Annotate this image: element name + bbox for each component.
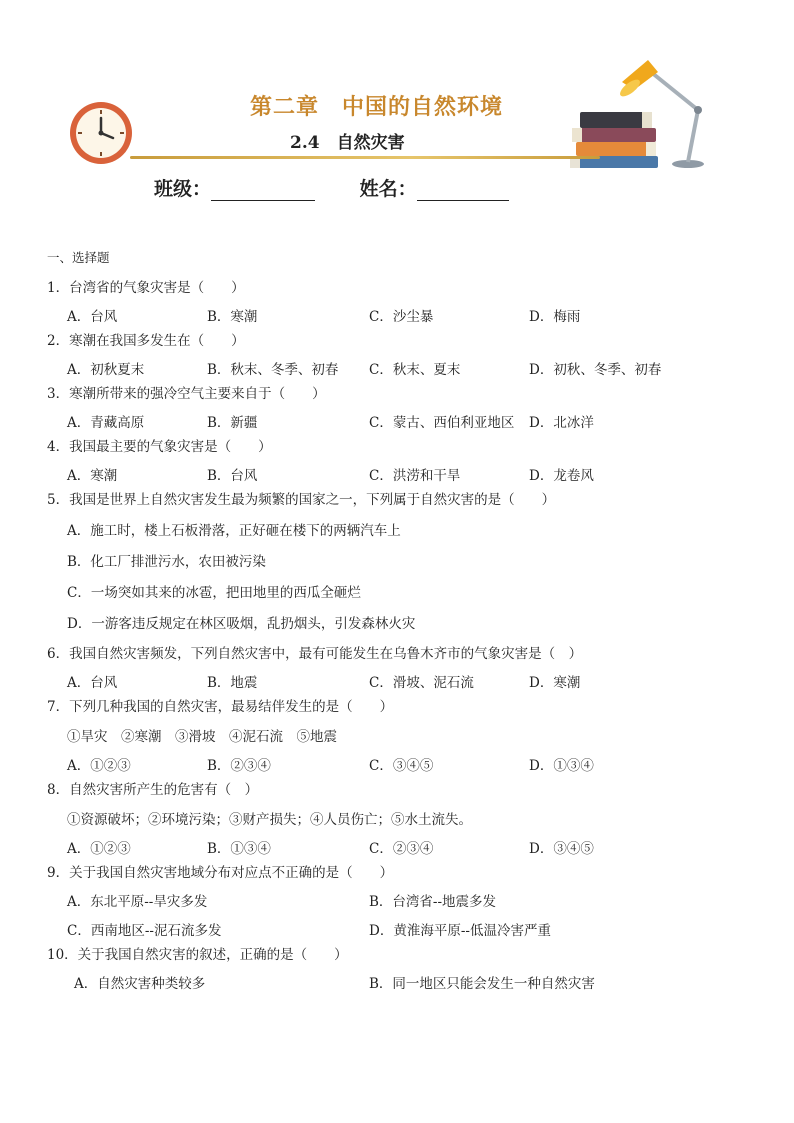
question-3-stem: 3．寒潮所带来的强冷空气主要来自于（ ） <box>47 385 326 402</box>
option-b[interactable]: B．寒潮 <box>207 308 258 325</box>
option-b[interactable]: B．台风 <box>207 467 258 484</box>
option-d[interactable]: D．一游客违反规定在林区吸烟，乱扔烟头，引发森林火灾 <box>67 615 416 632</box>
question-9-stem: 9．关于我国自然灾害地域分布对应点不正确的是（ ） <box>47 864 394 881</box>
name-label: 姓名： <box>359 178 417 200</box>
option-a[interactable]: A．施工时，楼上石板滑落，正好砸在楼下的两辆汽车上 <box>67 522 401 539</box>
class-label: 班级： <box>154 178 212 200</box>
clock-icon <box>68 100 134 166</box>
question-6-options <box>47 674 767 693</box>
option-a[interactable]: A．台风 <box>67 674 118 691</box>
option-c[interactable]: C．沙尘暴 <box>369 308 434 325</box>
question-3-options <box>47 414 767 433</box>
question-2-stem: 2．寒潮在我国多发生在（ ） <box>47 332 245 349</box>
option-c[interactable]: C．洪涝和干旱 <box>369 467 461 484</box>
question-8-options <box>47 840 767 859</box>
option-a[interactable]: A．初秋夏末 <box>67 361 145 378</box>
option-d[interactable]: D．黄淮海平原--低温冷害严重 <box>369 922 551 939</box>
option-a[interactable]: A．寒潮 <box>67 467 118 484</box>
question-1-stem: 1．台湾省的气象灾害是（ ） <box>47 279 245 296</box>
question-2-options <box>47 361 767 380</box>
question-10-options <box>47 975 767 994</box>
chapter-title: 第二章 中国的自然环境 <box>250 94 504 120</box>
name-blank[interactable] <box>417 182 509 201</box>
option-b[interactable]: B．同一地区只能会发生一种自然灾害 <box>369 975 595 992</box>
option-b[interactable]: B．化工厂排泄污水，农田被污染 <box>67 553 266 570</box>
option-b[interactable]: B．秋末、冬季、初春 <box>207 361 339 378</box>
student-info <box>154 174 509 201</box>
page-header <box>0 0 794 215</box>
question-1-options <box>47 308 767 327</box>
option-d[interactable]: D．初秋、冬季、初春 <box>529 361 662 378</box>
header-rule <box>130 156 600 159</box>
option-b[interactable]: B．台湾省--地震多发 <box>369 893 497 910</box>
option-a[interactable]: A．台风 <box>67 308 118 325</box>
question-8-items: ①资源破坏；②环境污染；③财产损失；④人员伤亡；⑤水土流失。 <box>67 811 472 828</box>
desk-lamp-icon <box>612 52 708 170</box>
option-b[interactable]: B．地震 <box>207 674 258 691</box>
option-c[interactable]: C．滑坡、泥石流 <box>369 674 474 691</box>
option-c[interactable]: C．②③④ <box>369 840 434 857</box>
option-c[interactable]: C．一场突如其来的冰雹，把田地里的西瓜全砸烂 <box>67 584 361 601</box>
option-a[interactable]: A．①②③ <box>67 840 131 857</box>
option-a[interactable]: A．东北平原--旱灾多发 <box>67 893 208 910</box>
option-b[interactable]: B．新疆 <box>207 414 258 431</box>
option-b[interactable]: B．②③④ <box>207 757 271 774</box>
option-c[interactable]: C．西南地区--泥石流多发 <box>67 922 222 939</box>
question-5-stem: 5．我国是世界上自然灾害发生最为频繁的国家之一，下列属于自然灾害的是（ ） <box>47 491 556 508</box>
option-c[interactable]: C．秋末、夏末 <box>369 361 461 378</box>
question-7-options <box>47 757 767 776</box>
option-c[interactable]: C．③④⑤ <box>369 757 434 774</box>
part-title: 一、选择题 <box>47 250 110 265</box>
option-d[interactable]: D．③④⑤ <box>529 840 594 857</box>
option-d[interactable]: D．梅雨 <box>529 308 581 325</box>
option-d[interactable]: D．①③④ <box>529 757 594 774</box>
option-a[interactable]: A．自然灾害种类较多 <box>74 975 206 992</box>
option-b[interactable]: B．①③④ <box>207 840 271 857</box>
class-blank[interactable] <box>211 182 315 201</box>
question-4-options <box>47 467 767 486</box>
question-10-stem: 10．关于我国自然灾害的叙述，正确的是（ ） <box>47 946 348 963</box>
question-7-items: ①旱灾 ②寒潮 ③滑坡 ④泥石流 ⑤地震 <box>67 728 337 745</box>
option-c[interactable]: C．蒙古、西伯利亚地区 <box>369 414 515 431</box>
option-d[interactable]: D．寒潮 <box>529 674 581 691</box>
option-d[interactable]: D．龙卷风 <box>529 467 594 484</box>
question-6-stem: 6．我国自然灾害频发，下列自然灾害中，最有可能发生在乌鲁木齐市的气象灾害是（ ） <box>47 645 583 662</box>
question-9-options-row-2 <box>47 922 767 941</box>
question-4-stem: 4．我国最主要的气象灾害是（ ） <box>47 438 272 455</box>
question-7-stem: 7．下列几种我国的自然灾害，最易结伴发生的是（ ） <box>47 698 394 715</box>
question-8-stem: 8．自然灾害所产生的危害有（ ） <box>47 781 259 798</box>
option-a[interactable]: A．①②③ <box>67 757 131 774</box>
question-list <box>47 252 767 1002</box>
option-d[interactable]: D．北冰洋 <box>529 414 594 431</box>
option-a[interactable]: A．青藏高原 <box>67 414 145 431</box>
section-title: 2.4 自然灾害 <box>290 133 405 153</box>
question-9-options-row-1 <box>47 893 767 912</box>
